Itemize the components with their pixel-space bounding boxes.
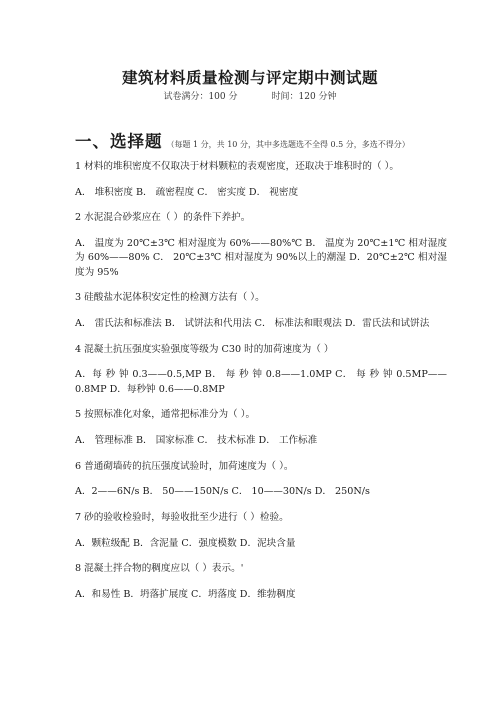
question-options: A．颗粒级配 B．含泥量 C．强度模数 D．泥块含量 [75, 537, 296, 549]
question-item [75, 343, 447, 397]
question-item [75, 562, 447, 602]
question-item [75, 511, 447, 551]
question-item [75, 460, 447, 500]
exam-meta [0, 89, 500, 102]
question-options: A．和易性 B．坍落扩展度 C．坍落度 D．维勃稠度 [75, 589, 296, 601]
question-options: A． 管理标准 B． 国家标准 C． 技术标准 D． 工作标准 [75, 434, 318, 446]
question-options: A．每 秒 钟 0.3——0.5,MP B． 每 秒 钟 0.8——1.0MP C． 每 秒 钟 0.5MP——0.8MP D．每秒钟 0.6——0.8MP [75, 369, 447, 395]
question-text: 2 水泥混合砂浆应在（ ）的条件下养护。 [75, 212, 251, 224]
question-text: 5 按照标准化对象，通常把标准分为（ ）。 [75, 409, 256, 421]
question-options: A．2——6N/s B． 50——150N/s C． 10——30N/s D． 250N/s [75, 486, 370, 498]
question-text: 4 混凝土抗压强度实验强度等级为 C30 时的加荷速度为（ ） [75, 343, 334, 355]
section-note: （每题 1 分，共 10 分，其中多选题选不全得 0.5 分，多选不得分） [166, 140, 410, 149]
question-text: 7 砂的验收检验时，每验收批至少进行（ ）检验。 [75, 512, 289, 524]
question-item [75, 211, 447, 279]
question-options: A． 温度为 20℃±3℃ 相对湿度为 60%——80%℃ B． 温度为 20℃±1℃ 相对湿度为 60%——80% C． 20℃±3℃ 相对湿度为 90%以上的潮湿 D．20℃±2℃ 相对湿度为 95% [75, 238, 447, 278]
question-options: A． 堆积密度 B． 疏密程度 C． 密实度 D． 视密度 [75, 186, 299, 198]
question-text: 6 普通砌墙砖的抗压强度试验时，加荷速度为（ ）。 [75, 460, 294, 472]
question-item [75, 408, 447, 448]
total-score: 试卷满分：100 分 [163, 92, 238, 102]
question-list [75, 160, 447, 614]
section-heading [75, 128, 475, 152]
section-title: 一、选择题 [75, 132, 163, 151]
question-text: 1 材料的堆积密度不仅取决于材料颗粒的表观密度，还取决于堆积时的（ ）。 [75, 161, 399, 172]
question-text: 8 混凝土拌合物的稠度应以（ ）表示。' [75, 563, 244, 575]
exam-time: 时间：120 分钟 [271, 92, 337, 102]
question-text: 3 硅酸盐水泥体积安定性的检测方法有（ ）。 [75, 292, 265, 304]
question-item [75, 160, 447, 200]
question-options: A． 雷氏法和标准法 B． 试饼法和代用法 C． 标准法和眼观法 D．雷氏法和试饼法 [75, 317, 430, 329]
question-item [75, 291, 447, 331]
page-title: 建筑材料质量检测与评定期中测试题 [121, 69, 378, 87]
